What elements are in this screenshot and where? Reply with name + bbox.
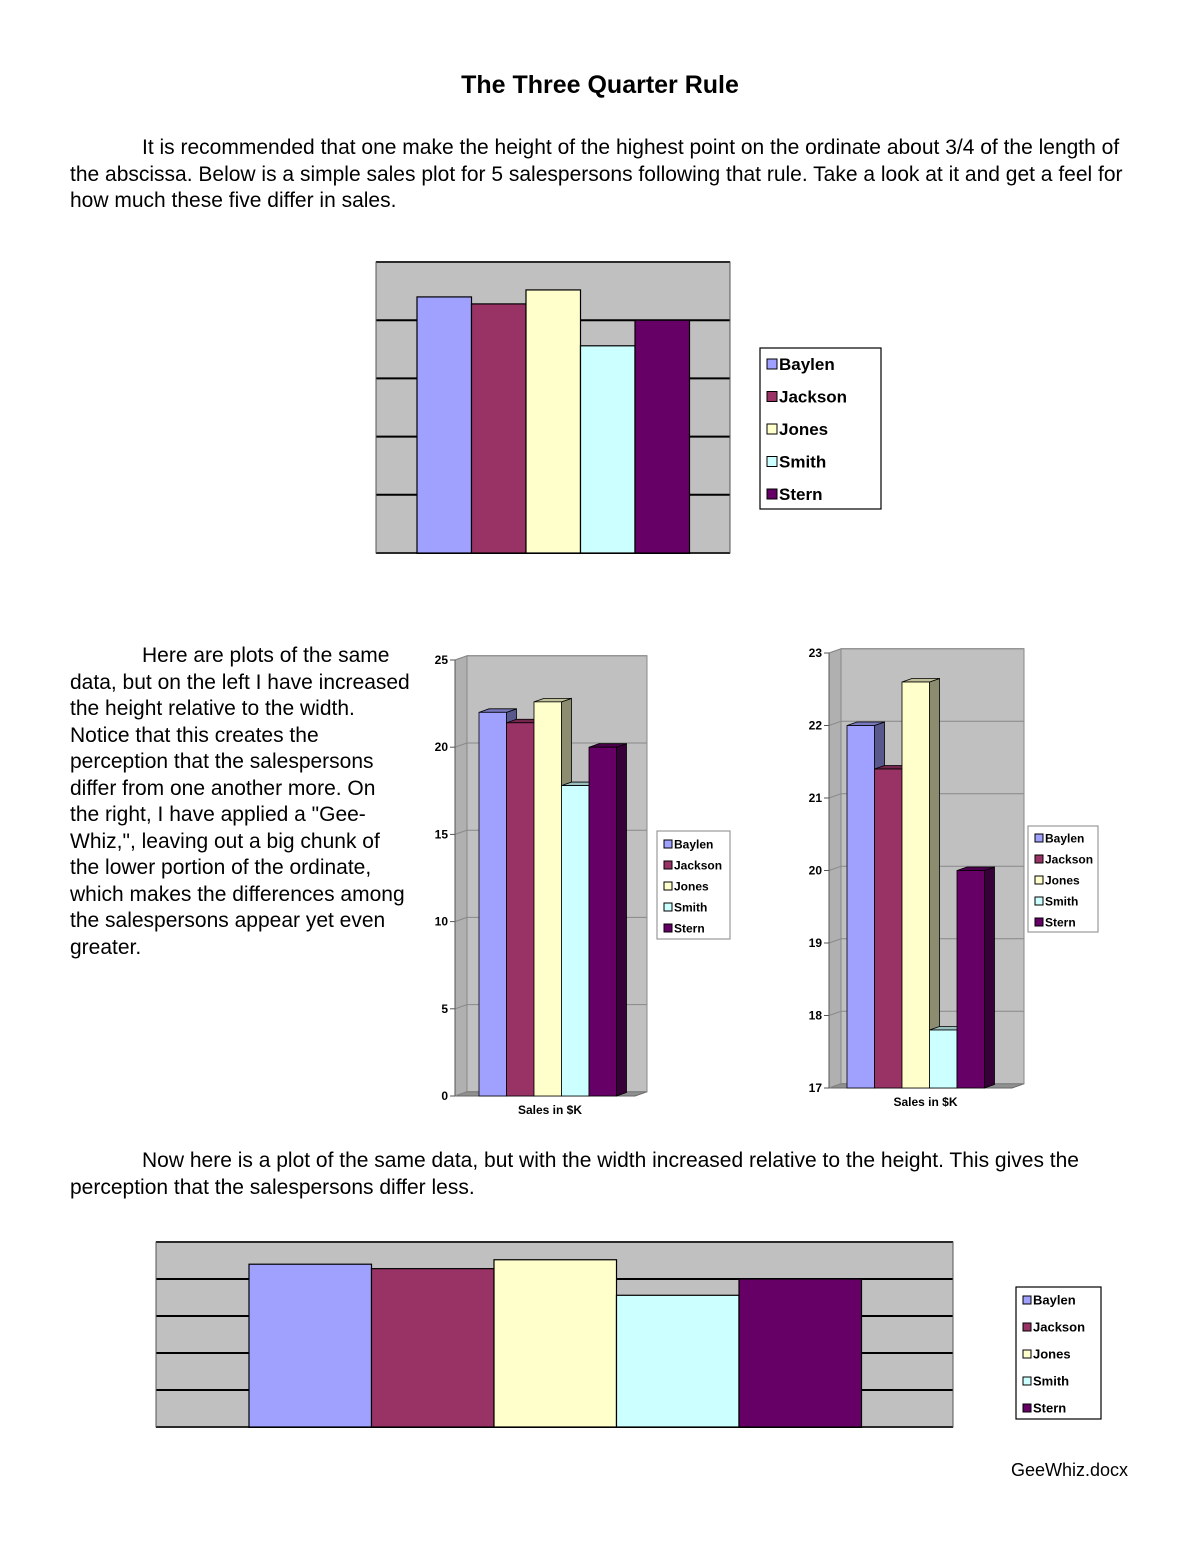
legend-swatch-1-0 — [664, 840, 672, 848]
legend-swatch-1-3 — [664, 903, 672, 911]
legend-label-2-2: Jones — [1045, 873, 1080, 888]
x-axis-label-1: Sales in $K — [517, 1103, 583, 1117]
bar-2-baylen — [847, 726, 875, 1089]
legend-swatch-0-1 — [767, 392, 777, 402]
legend-swatch-2-3 — [1035, 897, 1043, 905]
legend-label-3-2: Jones — [1033, 1346, 1071, 1362]
legend-swatch-0-2 — [767, 424, 777, 434]
bar-1-jones — [534, 702, 562, 1096]
legend-swatch-1-4 — [664, 924, 672, 932]
legend-swatch-0-0 — [767, 359, 777, 369]
legend-swatch-3-0 — [1023, 1296, 1031, 1304]
tick-label-2-2: 19 — [808, 936, 822, 950]
tick-label-2-5: 22 — [808, 718, 822, 733]
legend-swatch-2-1 — [1035, 855, 1043, 863]
legend-label-1-1: Jackson — [674, 858, 723, 873]
page-title: The Three Quarter Rule — [461, 71, 739, 99]
bar-0-jones — [526, 290, 581, 553]
tick-label-2-6: 23 — [808, 646, 822, 660]
tick-label-1-1: 5 — [441, 1001, 448, 1016]
legend-swatch-3-3 — [1023, 1377, 1031, 1385]
bar-2-smith — [930, 1030, 958, 1088]
comparison-paragraph-text: Here are plots of the same data, but on the left I have increased the height relative to the width. Notice that this creates the perception that the salespersons differ from one another more. On the right, I have applied a "Gee-Whiz,", leaving out a big chunk of the lower portion of the ordinate, which makes the differences among the salespersons appear yet even greater. — [70, 644, 410, 959]
legend-swatch-1-2 — [664, 882, 672, 890]
legend-label-0-1: Jackson — [779, 387, 848, 407]
x-axis-label-2: Sales in $K — [893, 1095, 958, 1109]
tick-label-2-0: 17 — [808, 1081, 822, 1095]
legend-label-2-1: Jackson — [1045, 852, 1094, 867]
wide-paragraph-text: Now here is a plot of the same data, but with the width increased relative to the height. This gives the perception that the salespersons differ less. — [70, 1149, 1079, 1199]
tick-label-1-3: 15 — [434, 827, 448, 842]
tick-label-1-4: 20 — [434, 740, 448, 755]
tick-label-1-0: 0 — [441, 1089, 448, 1103]
legend-label-2-4: Stern — [1045, 915, 1076, 930]
legend-label-0-4: Stern — [779, 485, 823, 505]
tick-label-2-3: 20 — [808, 863, 822, 878]
legend-swatch-1-1 — [664, 861, 672, 869]
legend-label-1-0: Baylen — [674, 837, 714, 852]
legend-label-0-3: Smith — [779, 452, 827, 472]
bar-2-jackson — [875, 769, 903, 1088]
legend-swatch-3-2 — [1023, 1350, 1031, 1358]
bar-side-1-stern — [617, 744, 627, 1096]
bar-3-jackson — [372, 1269, 495, 1427]
legend-label-1-2: Jones — [674, 879, 709, 894]
legend-swatch-2-2 — [1035, 876, 1043, 884]
legend-label-2-0: Baylen — [1045, 831, 1085, 846]
legend-label-0-2: Jones — [779, 420, 829, 440]
legend-label-1-3: Smith — [674, 900, 708, 915]
tick-label-1-2: 10 — [434, 914, 448, 929]
bar-3-smith — [617, 1295, 740, 1427]
bar-1-smith — [562, 786, 590, 1096]
bar-2-stern — [957, 871, 985, 1089]
bar-0-baylen — [417, 297, 472, 553]
bar-1-jackson — [507, 723, 535, 1096]
bar-3-baylen — [249, 1264, 372, 1427]
legend-label-1-4: Stern — [674, 921, 705, 936]
bar-side-2-jones — [930, 679, 940, 1089]
legend-swatch-3-4 — [1023, 1404, 1031, 1412]
legend-label-3-1: Jackson — [1033, 1319, 1086, 1335]
bar-2-jones — [902, 682, 930, 1088]
comparison-paragraph — [70, 643, 410, 961]
legend-swatch-0-3 — [767, 457, 777, 467]
footer-filename: GeeWhiz.docx — [1010, 1460, 1128, 1480]
bar-1-stern — [589, 747, 617, 1096]
legend-label-2-3: Smith — [1045, 894, 1079, 909]
legend-label-0-0: Baylen — [779, 355, 835, 375]
intro-paragraph-text: It is recommended that one make the height of the highest point on the ordinate about 3/4 of the length of the abscissa. Below is a simple sales plot for 5 salespersons following that rule. Take a look at it and get a feel for how much these five differ in sales. — [70, 136, 1123, 212]
tick-label-2-1: 18 — [808, 1008, 822, 1023]
legend-swatch-2-4 — [1035, 918, 1043, 926]
tick-label-1-5: 25 — [434, 653, 448, 667]
legend-label-3-4: Stern — [1033, 1400, 1067, 1416]
tick-label-2-4: 21 — [808, 791, 822, 805]
bar-0-smith — [581, 346, 636, 553]
wide-paragraph — [70, 1148, 1140, 1201]
bar-3-jones — [494, 1260, 617, 1427]
legend-label-3-0: Baylen — [1033, 1292, 1076, 1308]
bar-0-jackson — [472, 304, 527, 553]
side-wall-1 — [455, 656, 467, 1096]
legend-swatch-3-1 — [1023, 1323, 1031, 1331]
bar-3-stern — [739, 1279, 862, 1427]
legend-label-3-3: Smith — [1033, 1373, 1070, 1389]
legend-swatch-2-0 — [1035, 834, 1043, 842]
bar-0-stern — [635, 320, 690, 553]
bar-1-baylen — [479, 712, 507, 1096]
legend-swatch-0-4 — [767, 489, 777, 499]
bar-side-2-stern — [985, 867, 995, 1088]
